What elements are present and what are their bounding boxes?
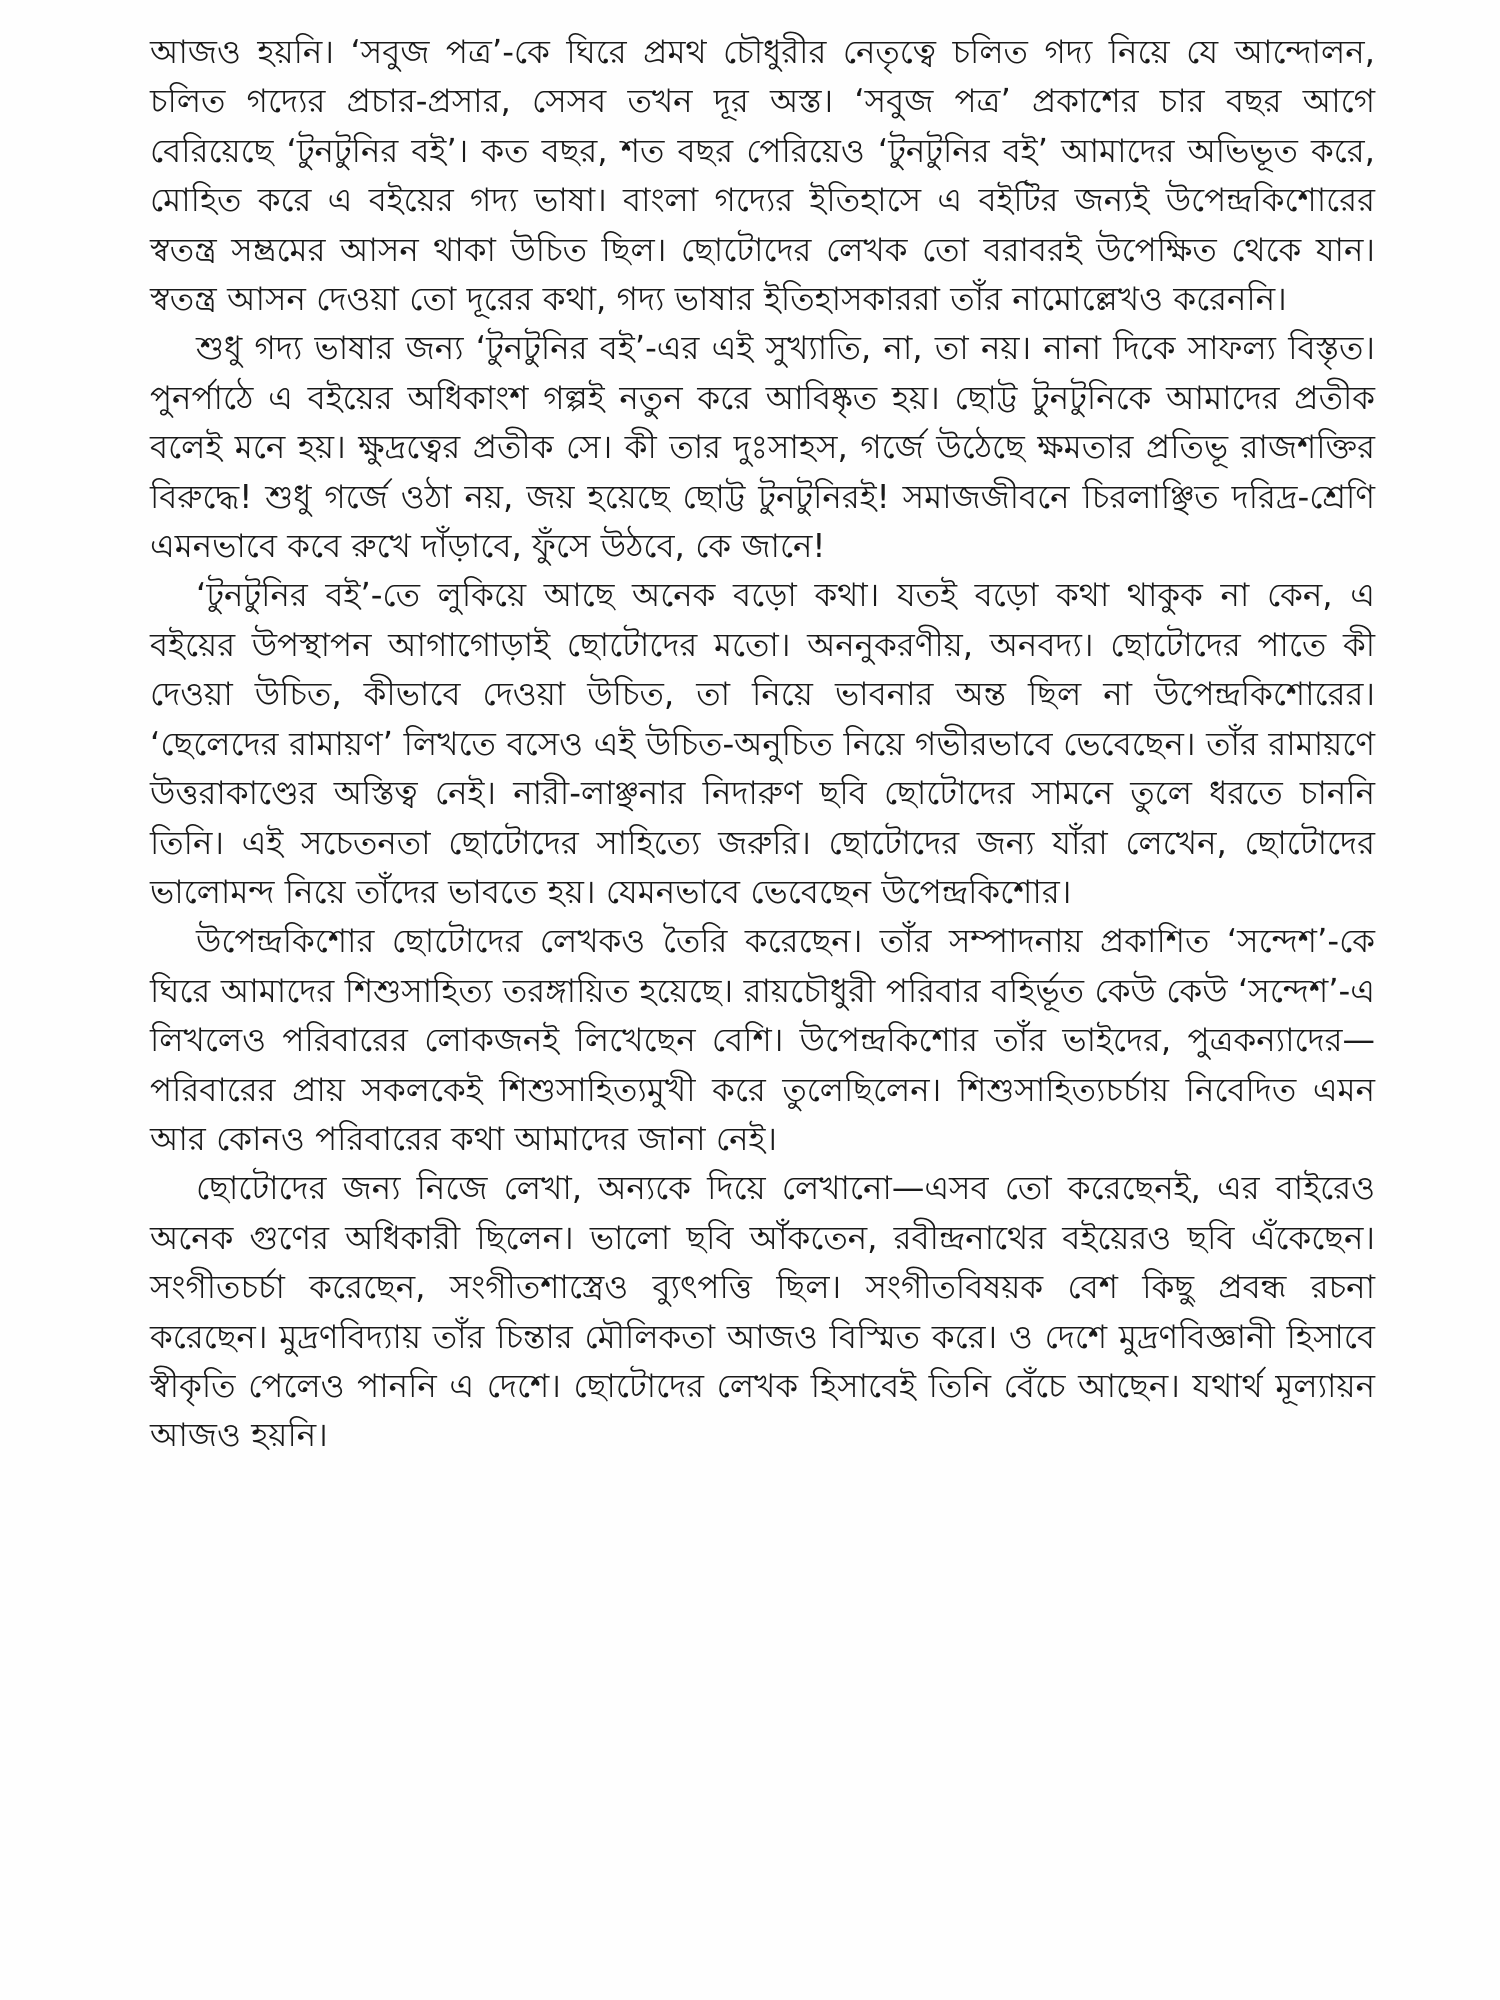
paragraph-1: আজও হয়নি। ‘সবুজ পত্র’-কে ঘিরে প্রমথ চৌধুরীর নেতৃত্বে চলিত গদ্য নিয়ে যে আন্দোলন, চলিত গদ্যের প্রচার-প্রসার, সেসব তখন দূর অস্ত। ‘সবুজ পত্র’ প্রকাশের চার বছর আগে বেরিয়েছে ‘টুনটুনির বই’। কত বছর, শত বছর পেরিয়েও ‘টুনটুনির বই’ আমাদের অভিভূত করে, মোহিত করে এ বইয়ের গদ্য ভাষা। বাংলা গদ্যের ইতিহাসে এ বইটির জন্যই উপেন্দ্রকিশোরের স্বতন্ত্র সম্ভ্রমের আসন থাকা উচিত ছিল। ছোটোদের লেখক তো বরাবরই উপেক্ষিত থেকে যান। স্বতন্ত্র আসন দেওয়া তো দূরের কথা, গদ্য ভাষার ইতিহাসকাররা তাঁর নামোল্লেখও করেননি। — [150, 33, 1375, 319]
body-text — [150, 28, 1375, 1461]
paragraph-5: ছোটোদের জন্য নিজে লেখা, অন্যকে দিয়ে লেখানো—এসব তো করেছেনই, এর বাইরেও অনেক গুণের অধিকারী ছিলেন। ভালো ছবি আঁকতেন, রবীন্দ্রনাথের বইয়েরও ছবি এঁকেছেন। সংগীতচর্চা করেছেন, সংগীতশাস্ত্রেও ব্যুৎপত্তি ছিল। সংগীতবিষয়ক বেশ কিছু প্রবন্ধ রচনা করেছেন। মুদ্রণবিদ্যায় তাঁর চিন্তার মৌলিকতা আজও বিস্মিত করে। ও দেশে মুদ্রণবিজ্ঞানী হিসাবে স্বীকৃতি পেলেও পাননি এ দেশে। ছোটোদের লেখক হিসাবেই তিনি বেঁচে আছেন। যথার্থ মূল্যায়ন আজও হয়নি। — [150, 1169, 1375, 1455]
paragraph-2: শুধু গদ্য ভাষার জন্য ‘টুনটুনির বই’-এর এই সুখ্যাতি, না, তা নয়। নানা দিকে সাফল্য বিস্তৃত। পুনর্পাঠে এ বইয়ের অধিকাংশ গল্পই নতুন করে আবিষ্কৃত হয়। ছোট্ট টুনটুনিকে আমাদের প্রতীক বলেই মনে হয়। ক্ষুদ্রত্বের প্রতীক সে। কী তার দুঃসাহস, গর্জে উঠেছে ক্ষমতার প্রতিভূ রাজশক্তির বিরুদ্ধে! শুধু গর্জে ওঠা নয়, জয় হয়েছে ছোট্ট টুনটুনিরই! সমাজজীবনে চিরলাঞ্ছিত দরিদ্র-শ্রেণি এমনভাবে কবে রুখে দাঁড়াবে, ফুঁসে উঠবে, কে জানে! — [150, 329, 1375, 566]
paragraph-3: ‘টুনটুনির বই’-তে লুকিয়ে আছে অনেক বড়ো কথা। যতই বড়ো কথা থাকুক না কেন, এ বইয়ের উপস্থাপন আগাগোড়াই ছোটোদের মতো। অননুকরণীয়, অনবদ্য। ছোটোদের পাতে কী দেওয়া উচিত, কীভাবে দেওয়া উচিত, তা নিয়ে ভাবনার অন্ত ছিল না উপেন্দ্রকিশোরের। ‘ছেলেদের রামায়ণ’ লিখতে বসেও এই উচিত-অনুচিত নিয়ে গভীরভাবে ভেবেছেন। তাঁর রামায়ণে উত্তরাকাণ্ডের অস্তিত্ব নেই। নারী-লাঞ্ছনার নিদারুণ ছবি ছোটোদের সামনে তুলে ধরতে চাননি তিনি। এই সচেতনতা ছোটোদের সাহিত্যে জরুরি। ছোটোদের জন্য যাঁরা লেখেন, ছোটোদের ভালোমন্দ নিয়ে তাঁদের ভাবতে হয়। যেমনভাবে ভেবেছেন উপেন্দ্রকিশোর। — [150, 576, 1375, 911]
paragraph-4: উপেন্দ্রকিশোর ছোটোদের লেখকও তৈরি করেছেন। তাঁর সম্পাদনায় প্রকাশিত ‘সন্দেশ’-কে ঘিরে আমাদের শিশুসাহিত্য তরঙ্গায়িত হয়েছে। রায়চৌধুরী পরিবার বহির্ভূত কেউ কেউ ‘সন্দেশ’-এ লিখলেও পরিবারের লোকজনই লিখেছেন বেশি। উপেন্দ্রকিশোর তাঁর ভাইদের, পুত্রকন্যাদের—পরিবারের প্রায় সকলকেই শিশুসাহিত্যমুখী করে তুলেছিলেন। শিশুসাহিত্যচর্চায় নিবেদিত এমন আর কোনও পরিবারের কথা আমাদের জানা নেই। — [150, 922, 1375, 1158]
